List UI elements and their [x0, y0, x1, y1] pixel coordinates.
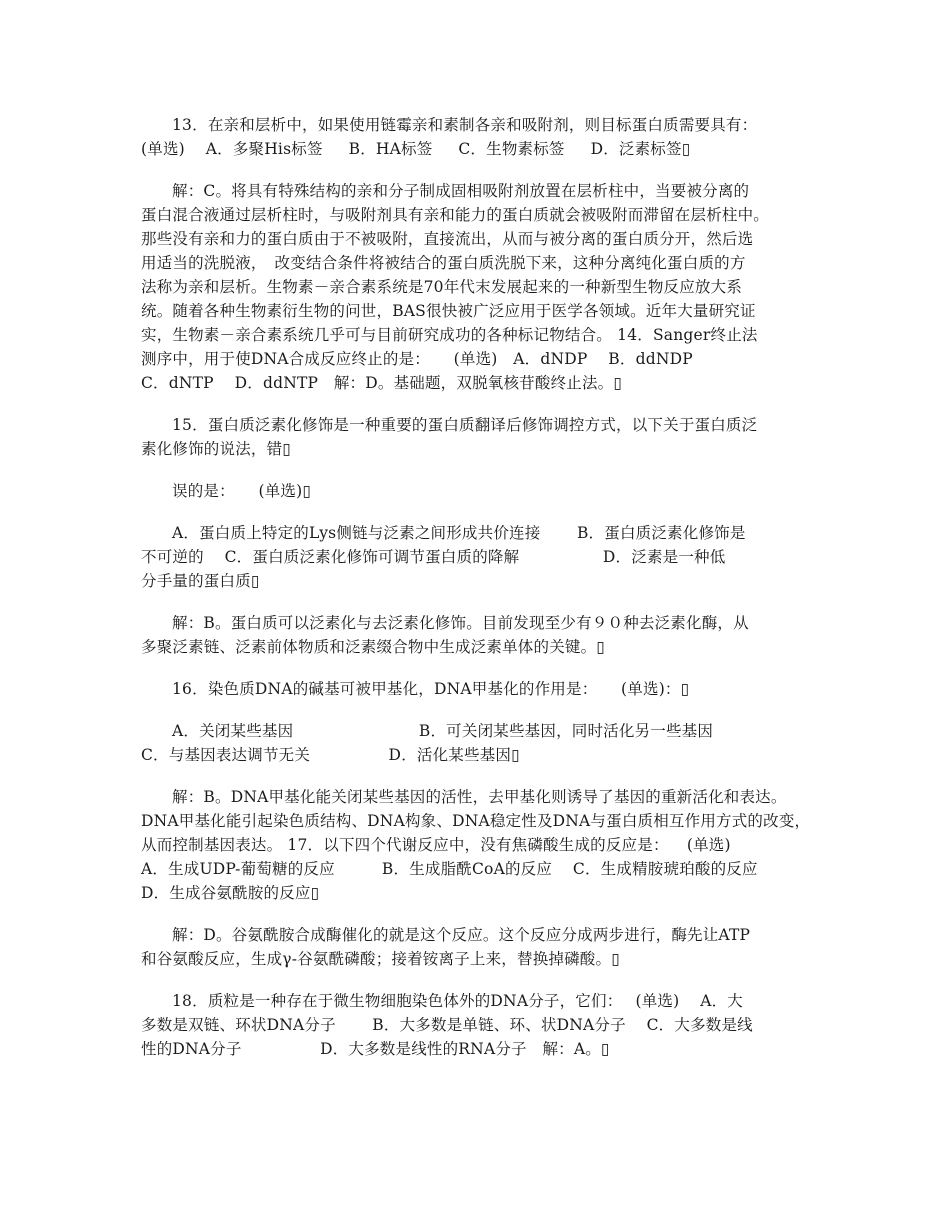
- q13-answer-line-4: 用适当的洗脱液， 改变结合条件将被结合的蛋白质洗脱下来，这种分离纯化蛋白质的方: [141, 254, 746, 272]
- q15-options-1: A．蛋白质上特定的Lys侧链与泛素之间形成共价连接 B．蛋白质泛素化修饰是: [172, 524, 746, 542]
- q15-stem-2: 素化修饰的说法，错▯: [141, 440, 292, 458]
- q13-options: (单选) A．多聚His标签 B．HA标签 C．生物素标签 D．泛素标签▯: [141, 140, 691, 158]
- q13-answer-line-6: 统。随着各种生物素衍生物的问世，BAS很快被广泛应用于医学各领域。近年大量研究证: [141, 302, 756, 320]
- q13-answer-line-1: 解：C。将具有特殊结构的亲和分子制成固相吸附剂放置在层析柱中，当要被分离的: [172, 182, 750, 200]
- q13-answer-line-3: 那些没有亲和力的蛋白质由于不被吸附，直接流出，从而与被分离的蛋白质分开，然后选: [141, 230, 754, 248]
- q16-stem: 16．染色质DNA的碱基可被甲基化，DNA甲基化的作用是： (单选)：▯: [172, 680, 690, 698]
- q16-options-2: C．与基因表达调节无关 D．活化某些基因▯: [141, 746, 520, 764]
- q14-options-answer: C．dNTP D．ddNTP 解：D。基础题，双脱氧核苷酸终止法。▯: [141, 374, 623, 392]
- q13-answer-line-7: 实，生物素－亲合素系统几乎可与目前研究成功的各种标记物结合。 14．Sanger终止法: [141, 326, 758, 344]
- q18-stem: 18．质粒是一种存在于微生物细胞染色体外的DNA分子，它们： (单选) A．大: [172, 992, 744, 1010]
- q13-answer-line-5: 法称为亲和层析。生物素－亲合素系统是70年代末发展起来的一种新型生物反应放大系: [141, 278, 743, 296]
- q17-answer-2: 和谷氨酸反应，生成γ-谷氨酰磷酸；接着铵离子上来，替换掉磷酸。▯: [141, 950, 620, 968]
- q17-stem: 从而控制基因表达。 17．以下四个代谢反应中，没有焦磷酸生成的反应是： (单选): [141, 836, 731, 854]
- q16-answer-1: 解：B。DNA甲基化能关闭某些基因的活性，去甲基化则诱导了基因的重新活化和表达。: [172, 788, 787, 806]
- q15-options-2: 不可逆的 C．蛋白质泛素化修饰可调节蛋白质的降解 D．泛素是一种低: [141, 548, 726, 566]
- q15-stem-1: 15．蛋白质泛素化修饰是一种重要的蛋白质翻译后修饰调控方式，以下关于蛋白质泛: [172, 416, 758, 434]
- q17-options-1: A．生成UDP-葡萄糖的反应 B．生成脂酰CoA的反应 C．生成精胺琥珀酸的反应: [141, 860, 758, 878]
- q17-options-2: D．生成谷氨酰胺的反应▯: [141, 884, 320, 902]
- q16-options-1: A．关闭某些基因 B．可关闭某些基因，同时活化另一些基因: [172, 722, 714, 740]
- q13-answer-line-2: 蛋白混合液通过层析柱时，与吸附剂具有亲和能力的蛋白质就会被吸附而滞留在层析柱中。: [141, 206, 770, 224]
- q15-answer-2: 多聚泛素链、泛素前体物质和泛素缀合物中生成泛素单体的关键。▯: [141, 638, 606, 656]
- q15-options-3: 分手量的蛋白质▯: [141, 572, 260, 590]
- q17-answer-1: 解：D。谷氨酰胺合成酶催化的就是这个反应。这个反应分成两步进行，酶先让ATP: [172, 926, 751, 944]
- q14-stem: 测序中，用于使DNA合成反应终止的是： (单选) A．dNDP B．ddNDP: [141, 350, 693, 368]
- q15-stem-3: 误的是： (单选)▯: [172, 482, 312, 500]
- q18-options-2: 性的DNA分子 D．大多数是线性的RNA分子 解：A。▯: [141, 1040, 610, 1058]
- q16-answer-2: DNA甲基化能引起染色质结构、DNA构象、DNA稳定性及DNA与蛋白质相互作用方式的改变，: [141, 812, 811, 830]
- q18-options-1: 多数是双链、环状DNA分子 B．大多数是单链、环、状DNA分子 C．大多数是线: [141, 1016, 753, 1034]
- q13-stem: 13．在亲和层析中，如果使用链霉亲和素制各亲和吸附剂，则目标蛋白质需要具有：: [172, 116, 758, 134]
- q15-answer-1: 解：B。蛋白质可以泛素化与去泛素化修饰。目前发现至少有９０种去泛素化酶，从: [172, 614, 749, 632]
